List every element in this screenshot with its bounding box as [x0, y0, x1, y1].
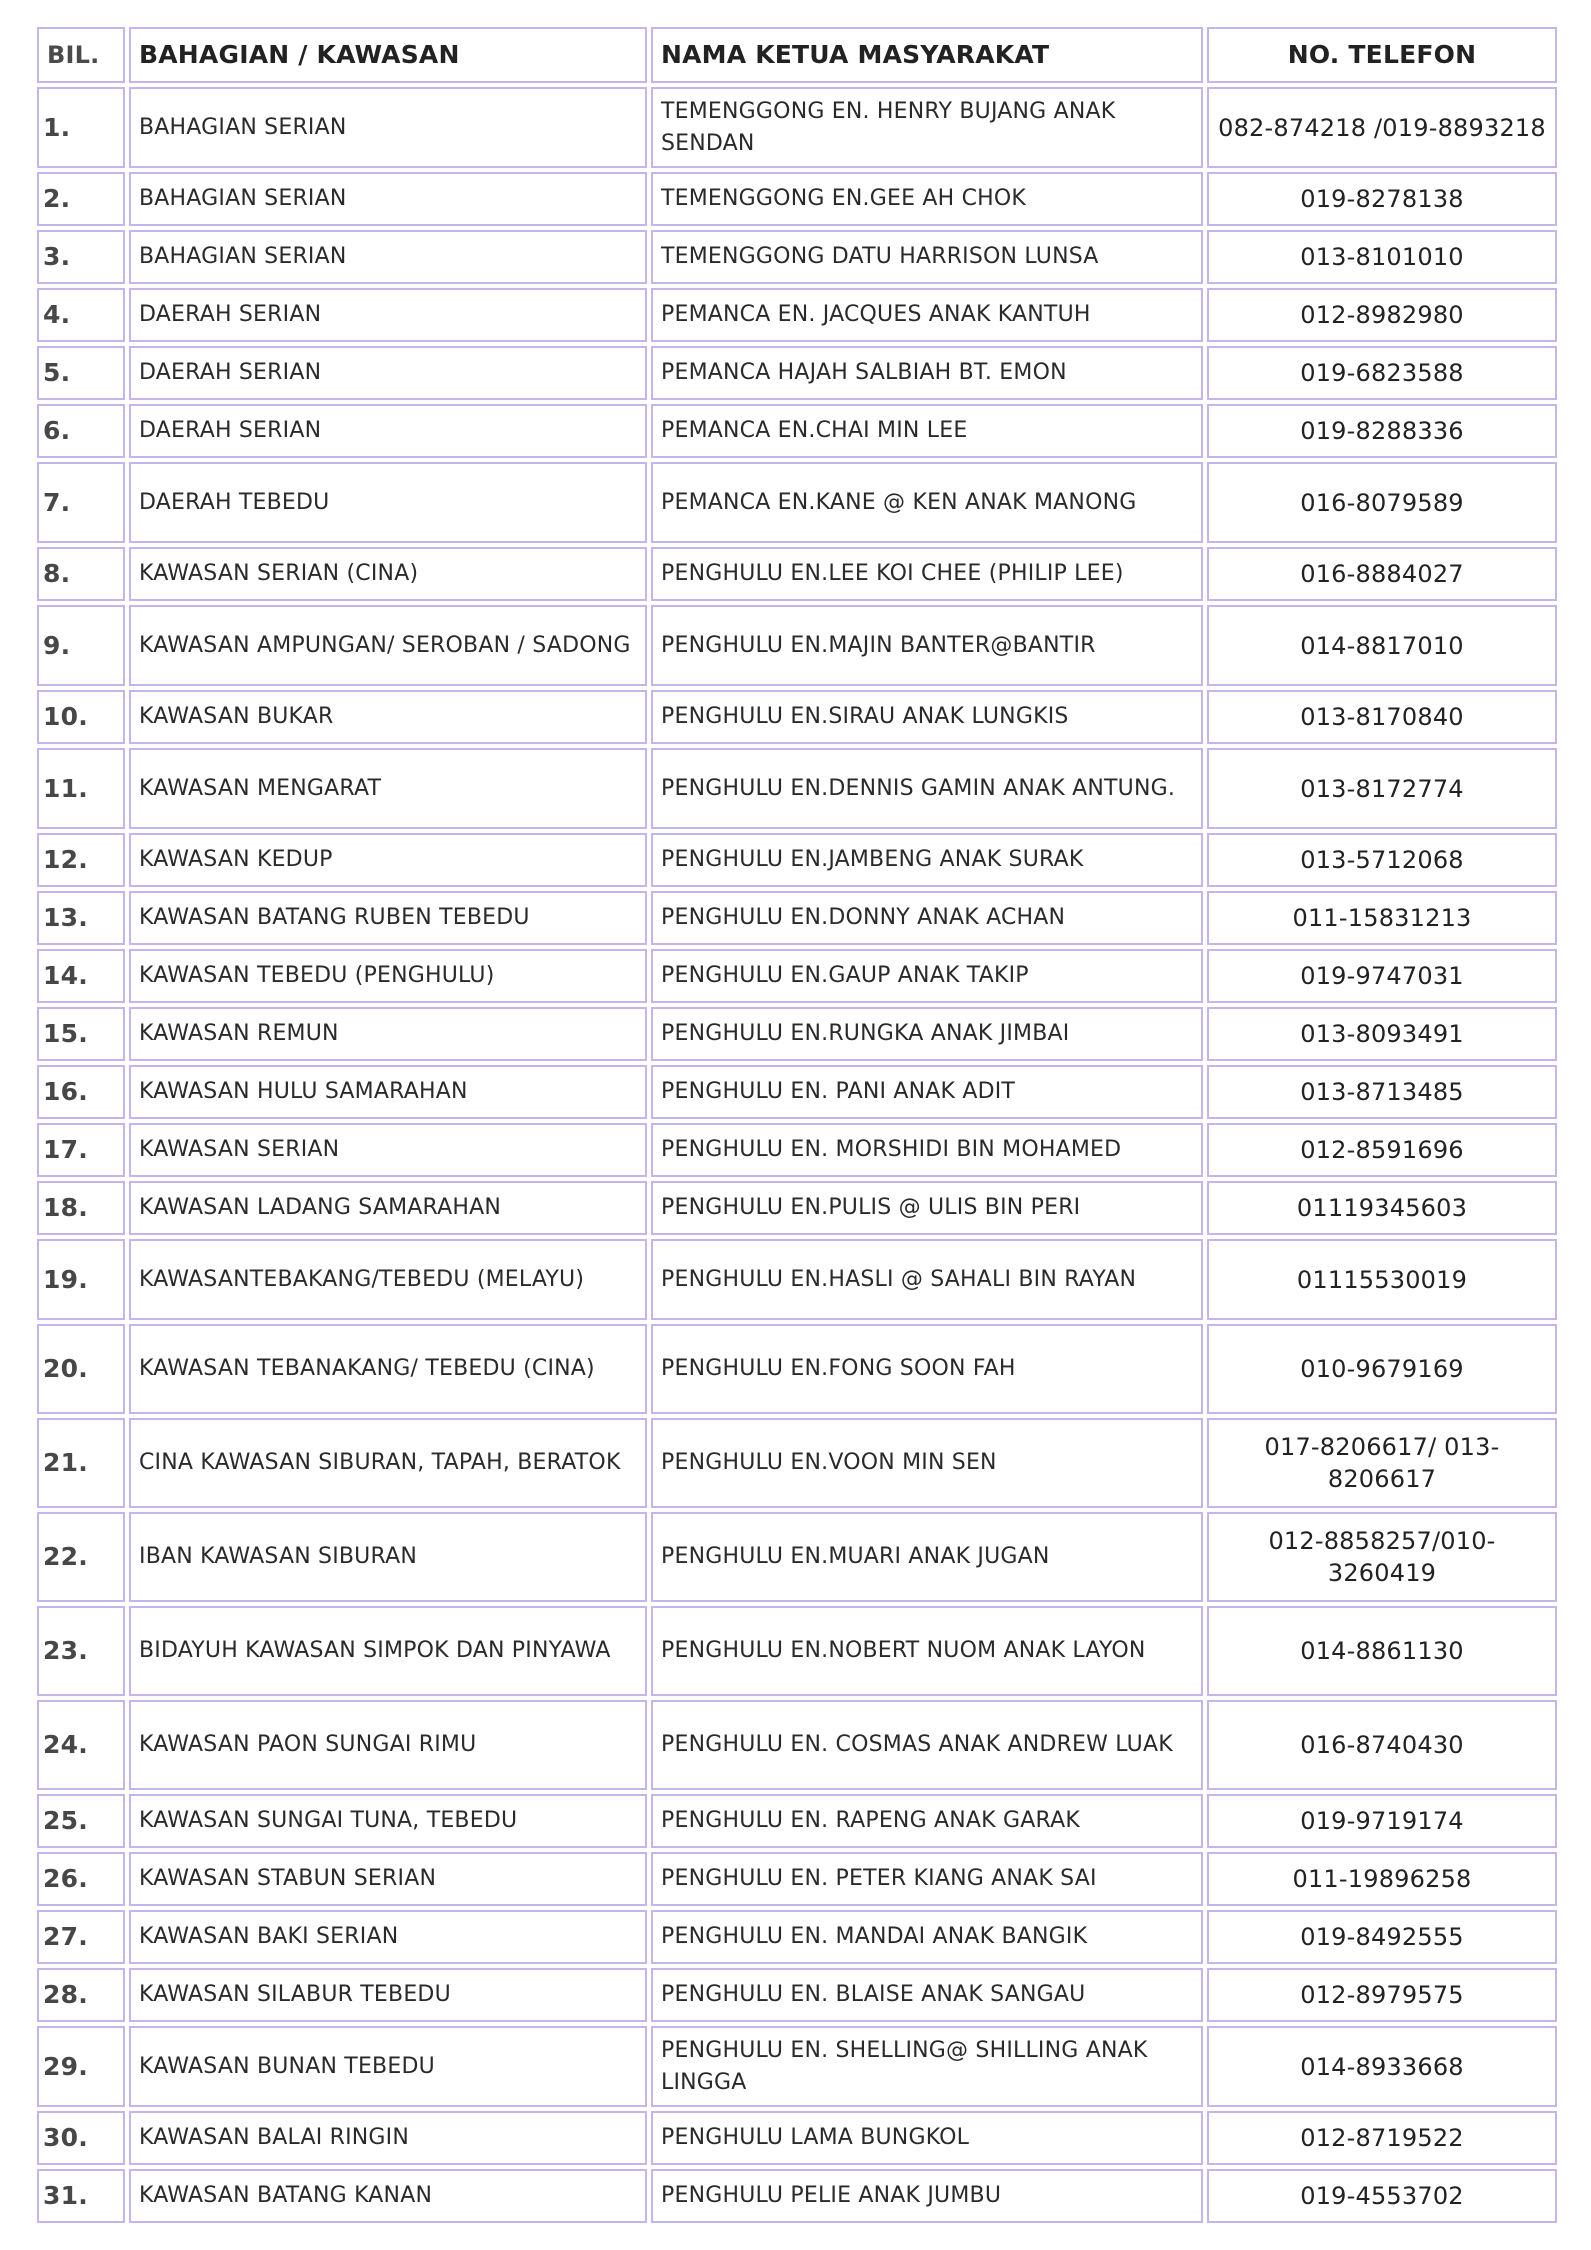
table-row	[37, 1007, 1557, 1061]
row-number: 13.	[37, 891, 125, 945]
row-area: CINA KAWASAN SIBURAN, TAPAH, BERATOK	[129, 1418, 647, 1508]
row-area: KAWASAN SERIAN (CINA)	[129, 547, 647, 601]
table-row	[37, 1512, 1557, 1602]
row-area: KAWASAN MENGARAT	[129, 748, 647, 829]
row-leader-name: PENGHULU EN. MORSHIDI BIN MOHAMED	[651, 1123, 1203, 1177]
row-leader-name: PEMANCA EN. JACQUES ANAK KANTUH	[651, 288, 1203, 342]
row-number: 28.	[37, 1968, 125, 2022]
row-area: KAWASAN AMPUNGAN/ SEROBAN / SADONG	[129, 605, 647, 686]
table-row	[37, 1324, 1557, 1414]
row-telephone: 013-8170840	[1207, 690, 1557, 744]
row-leader-name: PENGHULU EN.HASLI @ SAHALI BIN RAYAN	[651, 1239, 1203, 1320]
row-telephone: 019-9719174	[1207, 1794, 1557, 1848]
row-number: 27.	[37, 1910, 125, 1964]
table-row	[37, 462, 1557, 543]
row-area: KAWASAN BATANG RUBEN TEBEDU	[129, 891, 647, 945]
table-row	[37, 748, 1557, 829]
row-area: BAHAGIAN SERIAN	[129, 230, 647, 284]
row-area: KAWASAN SERIAN	[129, 1123, 647, 1177]
row-telephone: 017-8206617/ 013-8206617	[1207, 1418, 1557, 1508]
row-number: 31.	[37, 2169, 125, 2223]
row-leader-name: PENGHULU EN.RUNGKA ANAK JIMBAI	[651, 1007, 1203, 1061]
row-telephone: 010-9679169	[1207, 1324, 1557, 1414]
header-name: NAMA KETUA MASYARAKAT	[651, 27, 1203, 83]
row-telephone: 01115530019	[1207, 1239, 1557, 1320]
table-row	[37, 1239, 1557, 1320]
row-leader-name: PENGHULU EN.VOON MIN SEN	[651, 1418, 1203, 1508]
row-number: 2.	[37, 172, 125, 226]
row-number: 1.	[37, 87, 125, 168]
table-row	[37, 230, 1557, 284]
row-area: DAERAH SERIAN	[129, 404, 647, 458]
row-telephone: 01119345603	[1207, 1181, 1557, 1235]
table-row	[37, 1123, 1557, 1177]
row-telephone: 012-8591696	[1207, 1123, 1557, 1177]
table-row	[37, 1968, 1557, 2022]
row-area: KAWASAN SUNGAI TUNA, TEBEDU	[129, 1794, 647, 1848]
row-number: 11.	[37, 748, 125, 829]
row-telephone: 013-8172774	[1207, 748, 1557, 829]
table-row	[37, 346, 1557, 400]
row-leader-name: PEMANCA EN.KANE @ KEN ANAK MANONG	[651, 462, 1203, 543]
row-leader-name: PENGHULU EN. PETER KIANG ANAK SAI	[651, 1852, 1203, 1906]
row-number: 8.	[37, 547, 125, 601]
row-telephone: 012-8979575	[1207, 1968, 1557, 2022]
table-row	[37, 2026, 1557, 2107]
row-telephone: 016-8740430	[1207, 1700, 1557, 1790]
row-telephone: 019-8288336	[1207, 404, 1557, 458]
row-area: KAWASAN LADANG SAMARAHAN	[129, 1181, 647, 1235]
row-telephone: 013-8713485	[1207, 1065, 1557, 1119]
row-number: 3.	[37, 230, 125, 284]
row-area: DAERAH TEBEDU	[129, 462, 647, 543]
header-row	[37, 27, 1557, 83]
row-leader-name: PEMANCA HAJAH SALBIAH BT. EMON	[651, 346, 1203, 400]
row-area: KAWASAN BUKAR	[129, 690, 647, 744]
row-number: 15.	[37, 1007, 125, 1061]
row-area: KAWASAN PAON SUNGAI RIMU	[129, 1700, 647, 1790]
row-number: 25.	[37, 1794, 125, 1848]
community-leaders-table	[33, 23, 1561, 2227]
row-leader-name: PENGHULU EN.NOBERT NUOM ANAK LAYON	[651, 1606, 1203, 1696]
row-telephone: 019-9747031	[1207, 949, 1557, 1003]
row-telephone: 011-19896258	[1207, 1852, 1557, 1906]
table-row	[37, 1852, 1557, 1906]
row-area: KAWASAN KEDUP	[129, 833, 647, 887]
row-telephone: 013-8093491	[1207, 1007, 1557, 1061]
table-row	[37, 833, 1557, 887]
row-area: BAHAGIAN SERIAN	[129, 172, 647, 226]
row-number: 23.	[37, 1606, 125, 1696]
table-row	[37, 690, 1557, 744]
table-row	[37, 1910, 1557, 1964]
table-row	[37, 2111, 1557, 2165]
row-number: 20.	[37, 1324, 125, 1414]
row-number: 12.	[37, 833, 125, 887]
row-number: 19.	[37, 1239, 125, 1320]
row-area: BAHAGIAN SERIAN	[129, 87, 647, 168]
row-area: KAWASAN TEBANAKANG/ TEBEDU (CINA)	[129, 1324, 647, 1414]
row-leader-name: PENGHULU EN.JAMBENG ANAK SURAK	[651, 833, 1203, 887]
row-telephone: 012-8858257/010-3260419	[1207, 1512, 1557, 1602]
row-telephone: 019-6823588	[1207, 346, 1557, 400]
row-leader-name: PEMANCA EN.CHAI MIN LEE	[651, 404, 1203, 458]
table-row	[37, 1700, 1557, 1790]
row-number: 29.	[37, 2026, 125, 2107]
row-leader-name: PENGHULU EN. BLAISE ANAK SANGAU	[651, 1968, 1203, 2022]
header-area: BAHAGIAN / KAWASAN	[129, 27, 647, 83]
row-number: 22.	[37, 1512, 125, 1602]
row-leader-name: PENGHULU EN.DENNIS GAMIN ANAK ANTUNG.	[651, 748, 1203, 829]
row-number: 17.	[37, 1123, 125, 1177]
row-area: KAWASAN TEBEDU (PENGHULU)	[129, 949, 647, 1003]
row-telephone: 014-8817010	[1207, 605, 1557, 686]
row-area: BIDAYUH KAWASAN SIMPOK DAN PINYAWA	[129, 1606, 647, 1696]
row-telephone: 019-4553702	[1207, 2169, 1557, 2223]
table-row	[37, 288, 1557, 342]
row-number: 24.	[37, 1700, 125, 1790]
table-row	[37, 1065, 1557, 1119]
row-area: KAWASAN STABUN SERIAN	[129, 1852, 647, 1906]
row-telephone: 013-5712068	[1207, 833, 1557, 887]
row-telephone: 082-874218 /019-8893218	[1207, 87, 1557, 168]
row-area: DAERAH SERIAN	[129, 346, 647, 400]
row-number: 7.	[37, 462, 125, 543]
row-area: KAWASAN REMUN	[129, 1007, 647, 1061]
row-number: 30.	[37, 2111, 125, 2165]
table-row	[37, 891, 1557, 945]
table-row	[37, 2169, 1557, 2223]
table-row	[37, 949, 1557, 1003]
row-telephone: 012-8982980	[1207, 288, 1557, 342]
row-area: KAWASAN BAKI SERIAN	[129, 1910, 647, 1964]
row-number: 5.	[37, 346, 125, 400]
row-leader-name: PENGHULU EN.MUARI ANAK JUGAN	[651, 1512, 1203, 1602]
row-number: 26.	[37, 1852, 125, 1906]
row-area: KAWASAN HULU SAMARAHAN	[129, 1065, 647, 1119]
table-row	[37, 605, 1557, 686]
row-area: KAWASAN BALAI RINGIN	[129, 2111, 647, 2165]
row-number: 21.	[37, 1418, 125, 1508]
header-bil: BIL.	[37, 27, 125, 83]
row-telephone: 014-8933668	[1207, 2026, 1557, 2107]
row-leader-name: PENGHULU EN.PULIS @ ULIS BIN PERI	[651, 1181, 1203, 1235]
row-leader-name: PENGHULU EN. COSMAS ANAK ANDREW LUAK	[651, 1700, 1203, 1790]
table-row	[37, 1606, 1557, 1696]
row-telephone: 016-8884027	[1207, 547, 1557, 601]
table-row	[37, 1181, 1557, 1235]
table-row	[37, 87, 1557, 168]
row-leader-name: TEMENGGONG EN. HENRY BUJANG ANAK SENDAN	[651, 87, 1203, 168]
table-row	[37, 1794, 1557, 1848]
row-number: 6.	[37, 404, 125, 458]
row-leader-name: PENGHULU EN.GAUP ANAK TAKIP	[651, 949, 1203, 1003]
table-header	[37, 27, 1557, 83]
row-telephone: 016-8079589	[1207, 462, 1557, 543]
row-telephone: 012-8719522	[1207, 2111, 1557, 2165]
row-number: 4.	[37, 288, 125, 342]
row-telephone: 014-8861130	[1207, 1606, 1557, 1696]
row-leader-name: TEMENGGONG EN.GEE AH CHOK	[651, 172, 1203, 226]
row-leader-name: PENGHULU EN. RAPENG ANAK GARAK	[651, 1794, 1203, 1848]
row-number: 16.	[37, 1065, 125, 1119]
table-row	[37, 404, 1557, 458]
row-telephone: 019-8278138	[1207, 172, 1557, 226]
row-leader-name: PENGHULU LAMA BUNGKOL	[651, 2111, 1203, 2165]
row-number: 10.	[37, 690, 125, 744]
row-leader-name: PENGHULU PELIE ANAK JUMBU	[651, 2169, 1203, 2223]
row-leader-name: PENGHULU EN. MANDAI ANAK BANGIK	[651, 1910, 1203, 1964]
row-number: 14.	[37, 949, 125, 1003]
row-area: KAWASAN BUNAN TEBEDU	[129, 2026, 647, 2107]
table-body	[37, 87, 1557, 2223]
row-number: 9.	[37, 605, 125, 686]
row-number: 18.	[37, 1181, 125, 1235]
row-leader-name: PENGHULU EN.LEE KOI CHEE (PHILIP LEE)	[651, 547, 1203, 601]
row-telephone: 011-15831213	[1207, 891, 1557, 945]
row-leader-name: PENGHULU EN.MAJIN BANTER@BANTIR	[651, 605, 1203, 686]
row-telephone: 019-8492555	[1207, 1910, 1557, 1964]
row-area: KAWASAN BATANG KANAN	[129, 2169, 647, 2223]
row-area: KAWASANTEBAKANG/TEBEDU (MELAYU)	[129, 1239, 647, 1320]
row-leader-name: PENGHULU EN. PANI ANAK ADIT	[651, 1065, 1203, 1119]
table-row	[37, 547, 1557, 601]
row-telephone: 013-8101010	[1207, 230, 1557, 284]
row-area: KAWASAN SILABUR TEBEDU	[129, 1968, 647, 2022]
row-area: IBAN KAWASAN SIBURAN	[129, 1512, 647, 1602]
row-leader-name: PENGHULU EN.DONNY ANAK ACHAN	[651, 891, 1203, 945]
row-leader-name: PENGHULU EN. SHELLING@ SHILLING ANAK LINGGA	[651, 2026, 1203, 2107]
table-row	[37, 172, 1557, 226]
row-leader-name: PENGHULU EN.FONG SOON FAH	[651, 1324, 1203, 1414]
row-leader-name: PENGHULU EN.SIRAU ANAK LUNGKIS	[651, 690, 1203, 744]
row-area: DAERAH SERIAN	[129, 288, 647, 342]
row-leader-name: TEMENGGONG DATU HARRISON LUNSA	[651, 230, 1203, 284]
table-row	[37, 1418, 1557, 1508]
header-telephone: NO. TELEFON	[1207, 27, 1557, 83]
